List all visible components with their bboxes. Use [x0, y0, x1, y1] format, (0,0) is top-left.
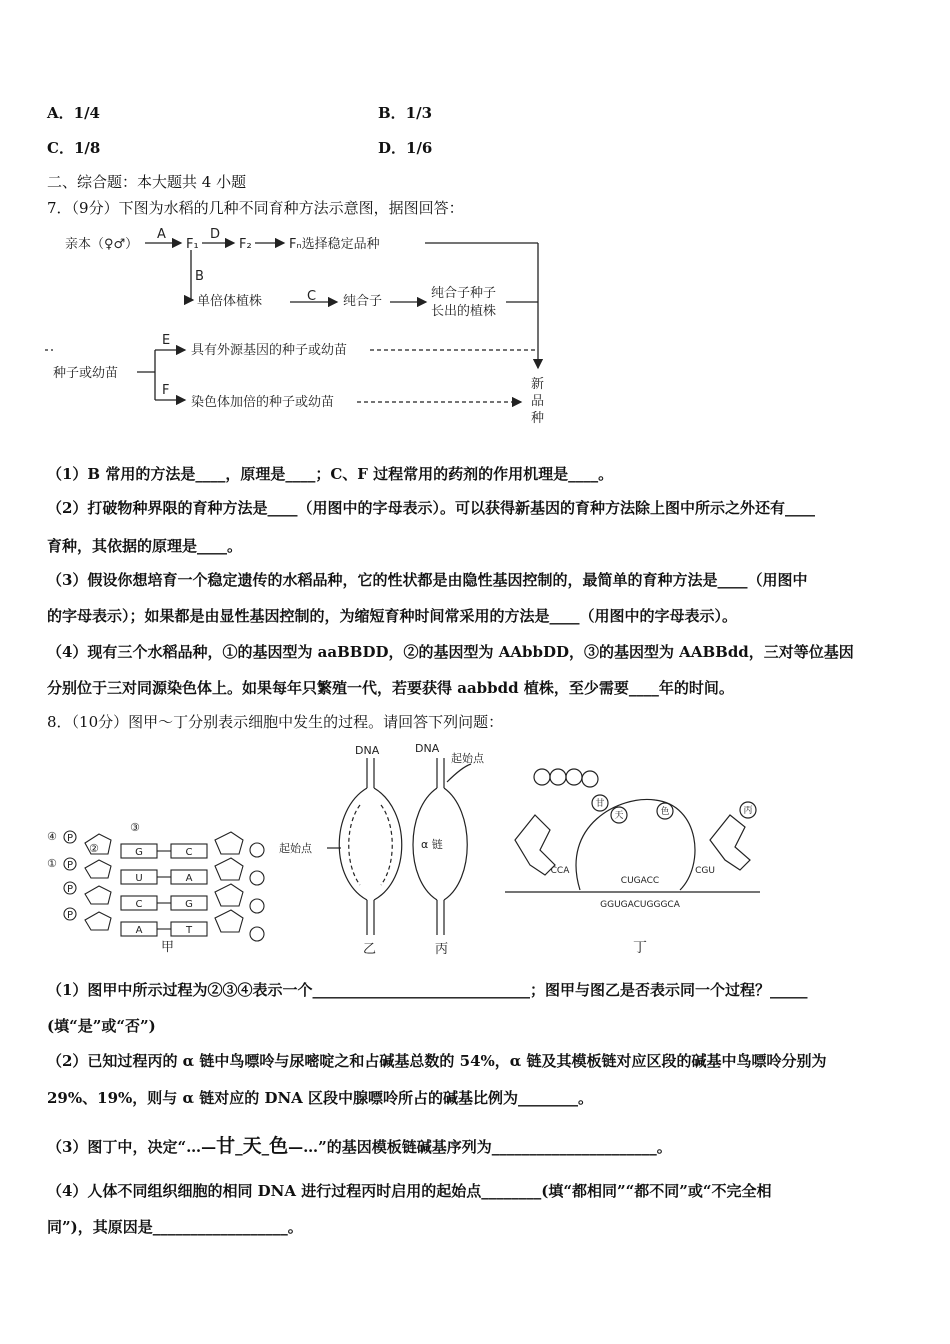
new-variety-1: 新: [531, 377, 545, 392]
section-title: 二、综合题：本大题共 4 小题: [47, 173, 247, 191]
foreign-node: 具有外源基因的种子或幼苗: [191, 343, 348, 358]
aa-gan: 甘: [595, 799, 605, 809]
anticodon-3: CGU: [695, 866, 715, 876]
q8-part2-line2: 29%、19%，则与 α 链对应的 DNA 区段中腺嘌呤所占的碱基比例为________。: [47, 1089, 594, 1107]
p-4b: P: [66, 910, 74, 921]
q8-part4-line2: 同”)，其原因是__________________。: [47, 1218, 303, 1236]
q8-part3: （3）图丁中，决定“…—甘_天_色—…”的基因模板链碱基序列为______________________。: [47, 1135, 672, 1157]
q8-part1-line1: （1）图甲中所示过程为②③④表示一个_____________________________；图甲与图乙是否表示同一个过程？_____: [47, 981, 808, 999]
base-left-2: U: [135, 873, 143, 884]
f2-node: F₂: [239, 237, 252, 252]
label-c: C: [307, 289, 317, 304]
label-e: E: [162, 333, 171, 348]
pure-seed-line1: 纯合子种子: [431, 286, 497, 301]
label-d: D: [210, 227, 221, 242]
seq-tian: 天: [242, 1135, 262, 1157]
figure-jia-label: 甲: [161, 940, 175, 955]
new-variety-2: 品: [531, 394, 545, 409]
base-left-4: A: [135, 925, 143, 936]
q8-part4-line1: （4）人体不同组织细胞的相同 DNA 进行过程丙时启用的起始点________(填“都相同”“都不同”或“不完全相: [47, 1182, 772, 1200]
figure-yi-bing: [275, 740, 500, 960]
base-right-2: A: [185, 873, 193, 884]
label-4: ④: [47, 830, 57, 843]
seq-se: 色: [269, 1135, 289, 1157]
p-1: P: [66, 860, 74, 871]
q7-part1: （1）B 常用的方法是____，原理是____；C、F 过程常用的药剂的作用机理是____。: [47, 465, 614, 483]
fn-node: Fₙ选择稳定品种: [289, 237, 380, 252]
label-3: ③: [130, 821, 140, 834]
q7-part4-line1: （4）现有三个水稻品种，①的基因型为 aaBBDD，②的基因型为 AAbbDD，③的基因型为 AABBdd，三对等位基因: [47, 643, 854, 661]
yi-origin-label: 起始点: [279, 842, 312, 855]
bing-origin-label: 起始点: [451, 752, 484, 765]
aa-se: 色: [660, 807, 670, 817]
option-a: A．1/4: [47, 104, 100, 122]
new-variety-3: 种: [531, 411, 545, 426]
p-4: P: [66, 833, 74, 844]
base-left-1: G: [135, 847, 143, 858]
q8-part3-prefix: （3）图丁中，决定“…—: [47, 1138, 217, 1156]
pure-node: 纯合子: [343, 294, 383, 309]
label-2: ②: [89, 842, 99, 855]
haploid-node: 单倍体植株: [197, 294, 263, 309]
seed-node: 种子或幼苗: [53, 366, 119, 381]
q7-stem: 7．（9分）下图为水稻的几种不同育种方法示意图，据图回答：: [47, 199, 464, 217]
q7-part2-line1: （2）打破物种界限的育种方法是____（用图中的字母表示）。可以获得新基因的育种方法除上图中所示之外还有____: [47, 499, 815, 517]
figure-yi-label: 乙: [363, 942, 377, 957]
alpha-chain-label: α 链: [421, 838, 443, 851]
label-a: A: [157, 227, 166, 242]
base-right-1: C: [185, 847, 193, 858]
figure-jia: [45, 818, 270, 958]
pure-seed-line2: 长出的植株: [431, 304, 497, 319]
f1-node: F₁: [186, 237, 199, 252]
base-left-3: C: [135, 899, 143, 910]
yi-dna-label: DNA: [355, 744, 380, 757]
base-right-4: T: [185, 925, 193, 936]
q8-part3-suffix: —…”的基因模板链碱基序列为______________________。: [288, 1138, 672, 1156]
option-b: B．1/3: [378, 104, 433, 122]
base-right-3: G: [185, 899, 193, 910]
bing-dna-label: DNA: [415, 742, 440, 755]
option-c: C．1/8: [47, 139, 101, 157]
q7-part3-line1: （3）假设你想培育一个稳定遗传的水稻品种，它的性状都是由隐性基因控制的，最简单的育种方法是____（用图中: [47, 571, 808, 589]
option-d: D．1/6: [378, 139, 433, 157]
anticodon-2: CUGACC: [620, 876, 660, 886]
doubled-node: 染色体加倍的种子或幼苗: [191, 395, 335, 410]
seq-gan: 甘: [216, 1135, 236, 1157]
label-1: ①: [47, 857, 57, 870]
figure-bing-label: 丙: [435, 942, 449, 957]
q7-part4-line2: 分别位于三对同源染色体上。如果每年只繁殖一代，若要获得 aabbdd 植株，至少需要____年的时间。: [47, 679, 734, 697]
q8-part2-line1: （2）已知过程丙的 α 链中鸟嘌呤与尿嘧啶之和占碱基总数的 54%，α 链及其模板链对应区段的碱基中鸟嘌呤分别为: [47, 1052, 827, 1070]
q7-part3-line2: 的字母表示）；如果都是由显性基因控制的，为缩短育种时间常采用的方法是____（用图中的字母表示）。: [47, 607, 738, 625]
label-f: F: [162, 383, 170, 398]
breeding-diagram: [45, 222, 565, 437]
q8-part1-line2: (填“是”或“否”): [47, 1017, 156, 1035]
parent-node: 亲本（♀♂）: [65, 237, 139, 252]
figure-ding-label: 丁: [633, 940, 647, 956]
q8-stem: 8．（10分）图甲～丁分别表示细胞中发生的过程。请回答下列问题：: [47, 713, 504, 731]
aa-tian: 天: [614, 811, 624, 821]
label-b: B: [195, 269, 204, 284]
aa-bing: 丙: [743, 806, 753, 816]
p-3: P: [66, 884, 74, 895]
mrna-sequence: GGUGACUGGGCA: [600, 900, 680, 910]
figure-ding: [500, 755, 780, 960]
anticodon-1: CCA: [550, 866, 570, 876]
q7-part2-line2: 育种，其依据的原理是____。: [47, 537, 243, 555]
